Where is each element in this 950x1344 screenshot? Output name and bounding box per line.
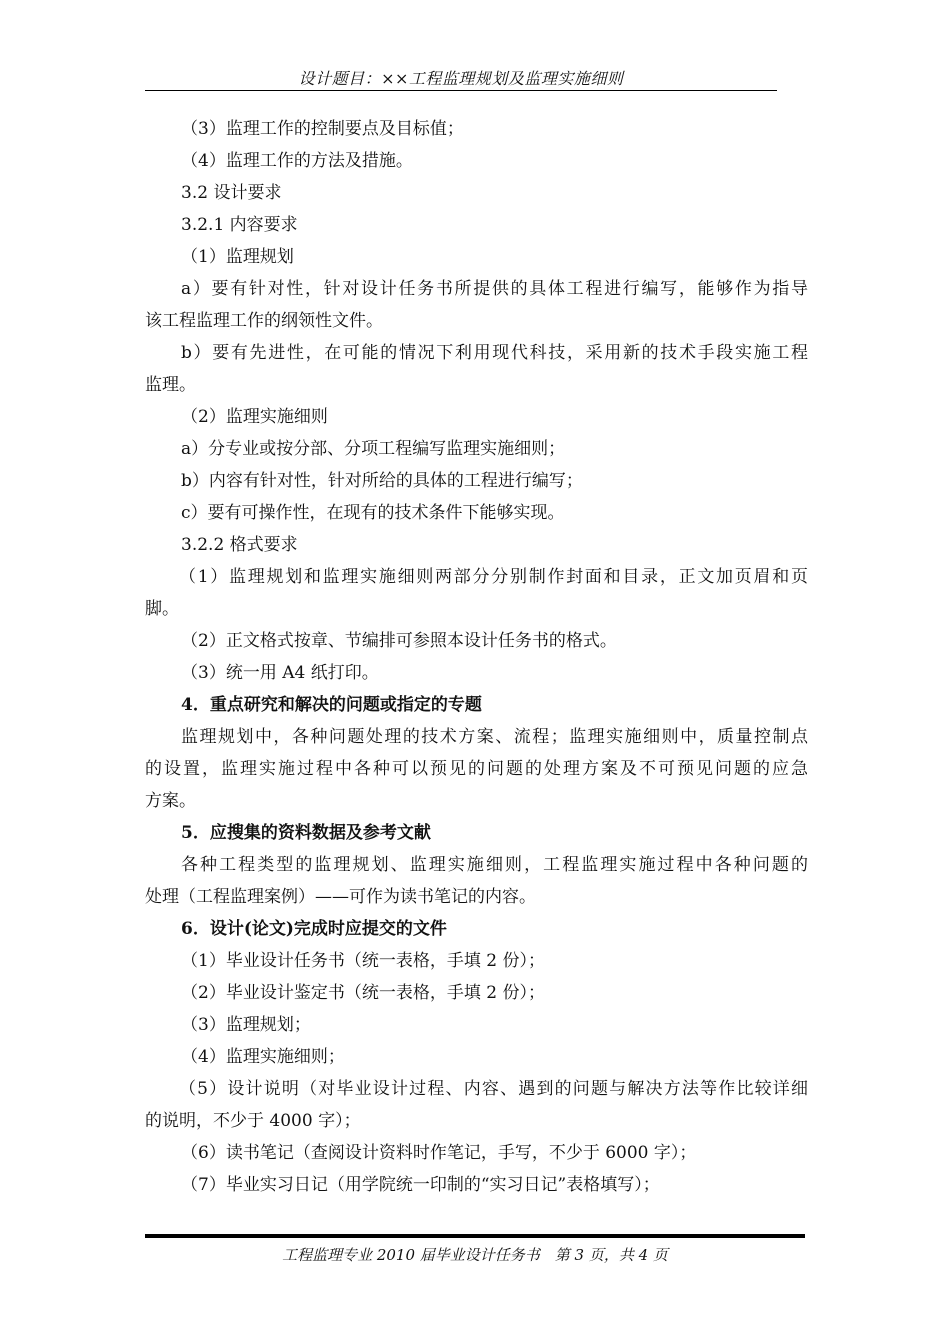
header-divider <box>145 90 777 91</box>
paragraph-line: 各种工程类型的监理规划、监理实施细则，工程监理实施过程中各种问题的 <box>181 855 808 875</box>
page-header-title: 设计题目：××工程监理规划及监理实施细则 <box>298 69 624 88</box>
paragraph-line: 的说明，不少于 4000 字）； <box>145 1111 361 1131</box>
document-body <box>145 113 808 1201</box>
list-item: （4）监理工作的方法及措施。 <box>181 151 413 171</box>
list-item: （4）监理实施细则； <box>181 1047 345 1067</box>
list-item: a）分专业或按分部、分项工程编写监理实施细则； <box>181 439 566 459</box>
list-item: （2）正文格式按章、节编排可参照本设计任务书的格式。 <box>181 631 617 651</box>
paragraph-line: a）要有针对性，针对设计任务书所提供的具体工程进行编写，能够作为指导 <box>181 279 808 299</box>
subsection-heading: 3.2.2 格式要求 <box>181 535 298 555</box>
paragraph-line: 监理规划中，各种问题处理的技术方案、流程；监理实施细则中，质量控制点 <box>181 727 808 747</box>
paragraph-line: b）要有先进性，在可能的情况下利用现代科技，采用新的技术手段实施工程 <box>181 343 808 363</box>
paragraph-line: 的设置，监理实施过程中各种可以预见的问题的处理方案及不可预见问题的应急 <box>145 759 808 779</box>
paragraph-line: （1）监理规划和监理实施细则两部分分别制作封面和目录，正文加页眉和页 <box>179 567 808 587</box>
list-item: （6）读书笔记（查阅设计资料时作笔记，手写，不少于 6000 字）； <box>181 1143 697 1163</box>
list-item: （2）毕业设计鉴定书（统一表格，手填 2 份）； <box>181 983 545 1003</box>
list-item: （3）监理工作的控制要点及目标值； <box>181 119 464 139</box>
list-item: c）要有可操作性，在现有的技术条件下能够实现。 <box>181 503 565 523</box>
paragraph-line: 该工程监理工作的纲领性文件。 <box>145 311 383 331</box>
footer-divider <box>145 1234 805 1238</box>
list-item: （1）毕业设计任务书（统一表格，手填 2 份）； <box>181 951 545 971</box>
list-item: （3）统一用 A4 纸打印。 <box>181 663 379 683</box>
list-item: （1）监理规划 <box>181 247 294 267</box>
list-item: （3）监理规划； <box>181 1015 311 1035</box>
section-heading: 3.2 设计要求 <box>181 183 282 203</box>
list-item: （2）监理实施细则 <box>181 407 328 427</box>
section-heading: 5．应搜集的资料数据及参考文献 <box>181 823 431 843</box>
list-item: （7）毕业实习日记（用学院统一印制的“实习日记”表格填写）； <box>181 1175 660 1195</box>
paragraph-line: 处理（工程监理案例）——可作为读书笔记的内容。 <box>145 887 536 907</box>
section-heading: 4．重点研究和解决的问题或指定的专题 <box>181 695 482 715</box>
paragraph-line: 方案。 <box>145 791 196 811</box>
paragraph-line: （5）设计说明（对毕业设计过程、内容、遇到的问题与解决方法等作比较详细 <box>179 1079 808 1099</box>
paragraph-line: 监理。 <box>145 375 196 395</box>
paragraph-line: 脚。 <box>145 599 179 619</box>
section-heading: 6．设计(论文)完成时应提交的文件 <box>181 919 447 939</box>
subsection-heading: 3.2.1 内容要求 <box>181 215 298 235</box>
list-item: b）内容有针对性，针对所给的具体的工程进行编写； <box>181 471 583 491</box>
page-footer: 工程监理专业 2010 届毕业设计任务书 第 3 页，共 4 页 <box>282 1246 668 1264</box>
